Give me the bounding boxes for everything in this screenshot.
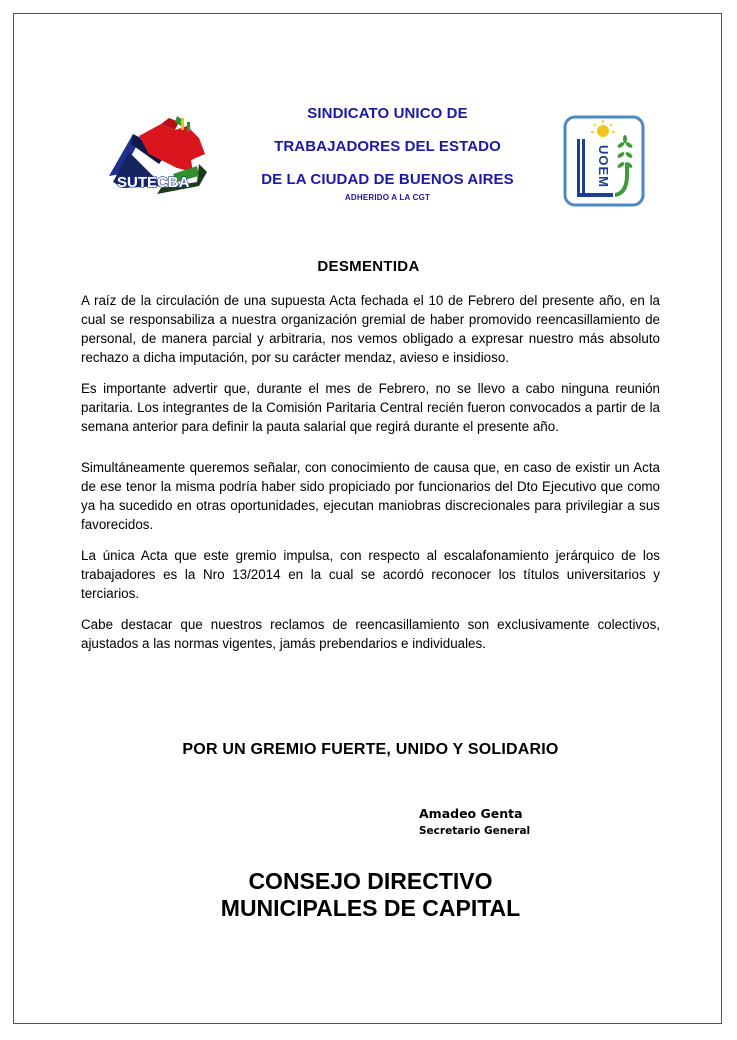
uoem-logo-graphic [563, 115, 645, 207]
sutecba-logo [103, 116, 213, 198]
organization-header [230, 104, 545, 202]
body-paragraph-1: A raíz de la circulación de una supuesta Acta fechada el 10 de Febrero del presente año, en la cual se responsabiliza a nuestra organización gremial de haber promovido reencasillamiento de personal, de manera parcial y arbitraria, nos vemos obligado a expresar nuestro más absoluto rechazo a dicha imputación, por su carácter mendaz, avieso e insidioso. [81, 293, 660, 365]
sutecba-logo-graphic [103, 116, 213, 198]
body-paragraph-2: Es importante advertir que, durante el mes de Febrero, no se llevo a cabo ninguna reunión paritaria. Los integrantes de la Comisión Paritaria Central recién fueron convocados a partir de la semana anterior para definir la pauta salarial que regirá durante el presente año. [81, 381, 660, 434]
council-line-2: MUNICIPALES DE CAPITAL [220, 895, 521, 921]
body-paragraph-3: Simultáneamente queremos señalar, con conocimiento de causa que, en caso de existir un Acta de ese tenor la misma podría haber sido propiciado por funcionarios del Dto Ejecutivo que como ya ha sucedido en otras oportunidades, ejecutan maniobras discrecionales para privilegiar a sus favorecidos. [81, 460, 660, 532]
signatory-name: Amadeo Genta [419, 806, 523, 821]
sutecba-logo-text: SUTECBA [117, 174, 190, 191]
affiliation-note: ADHERIDO A LA CGT [344, 193, 431, 202]
document-body [81, 291, 660, 665]
uoem-logo [563, 115, 645, 207]
council-footer [0, 868, 737, 922]
council-line-1: CONSEJO DIRECTIVO [248, 868, 493, 894]
signatory-role: Secretario General [419, 825, 531, 837]
org-name-line1: SINDICATO UNICO DE [307, 105, 468, 122]
org-name-line3: DE LA CIUDAD DE BUENOS AIRES [261, 171, 514, 188]
uoem-logo-text: UOEM [596, 145, 611, 188]
document-title: DESMENTIDA [317, 258, 420, 275]
motto-slogan: POR UN GREMIO FUERTE, UNIDO Y SOLIDARIO [182, 741, 559, 758]
body-paragraph-5: Cabe destacar que nuestros reclamos de reencasillamiento son exclusivamente colectivos, ajustados a las normas vigentes, jamás prebendarios e individuales. [81, 617, 660, 651]
body-paragraph-4: La única Acta que este gremio impulsa, con respecto al escalafonamiento jerárquico de los trabajadores es la Nro 13/2014 en la cual se acordó reconocer los títulos universitarios y terciarios. [81, 548, 660, 601]
org-name-line2: TRABAJADORES DEL ESTADO [274, 138, 501, 155]
